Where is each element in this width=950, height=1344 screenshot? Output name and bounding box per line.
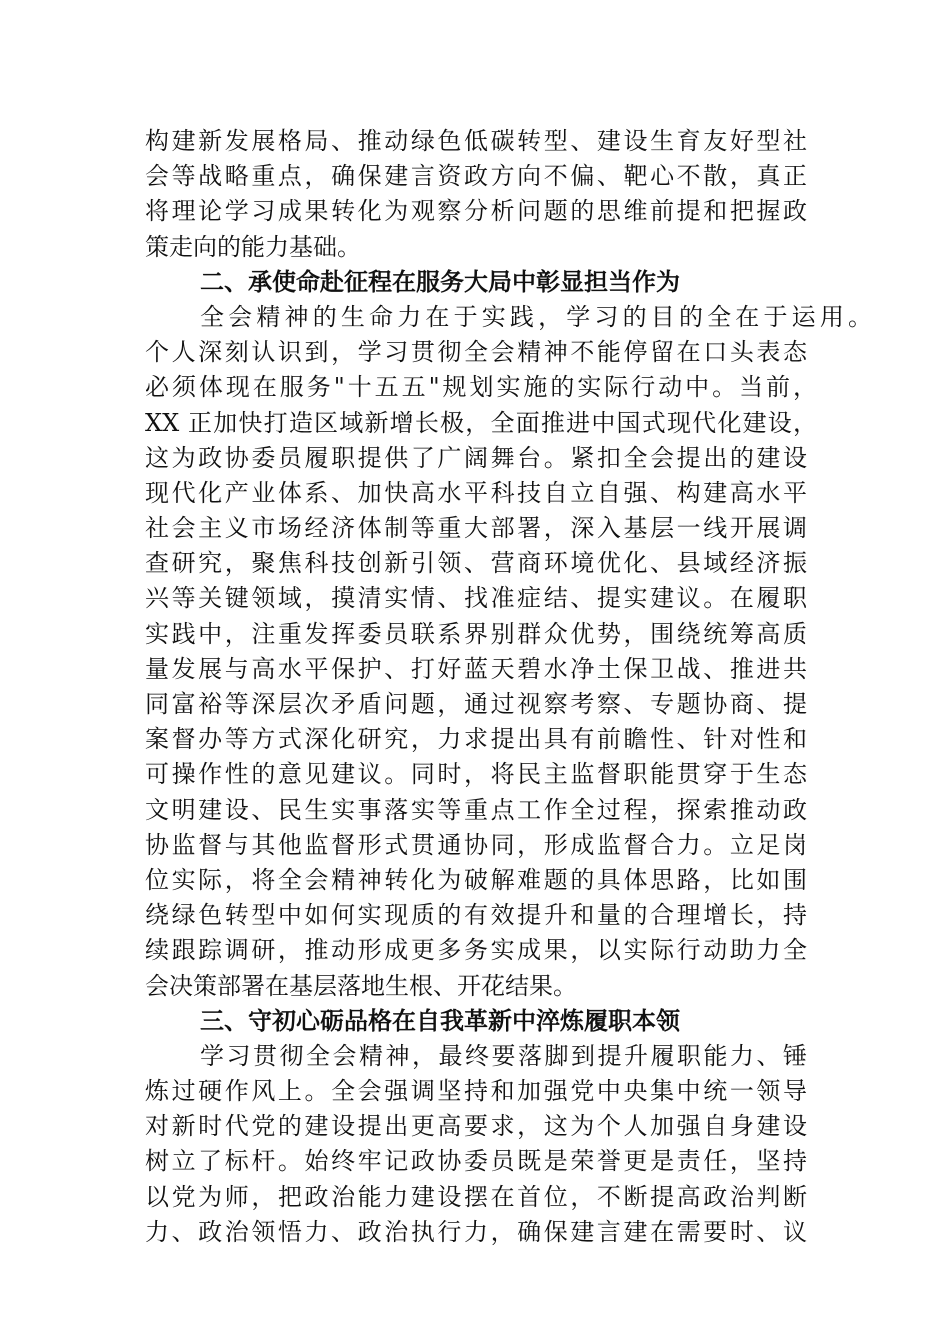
text-line: 策走向的能力基础。 [145,232,361,261]
text-line: 实践中，注重发挥委员联系界别群众优势，围绕统筹高质 [145,619,807,648]
document-page [145,124,872,1250]
text-line: 同富裕等深层次矛盾问题，通过视察考察、专题协商、提 [145,690,807,718]
text-line: 以党为师，把政治能力建设摆在首位，不断提高政治判断 [145,1182,807,1211]
text-line: 会等战略重点，确保建言资政方向不偏、靶心不散，真正 [145,162,807,191]
text-line: 现代化产业体系、加快高水平科技自立自强、构建高水平 [145,478,807,507]
text-line: 树立了标杆。始终牢记政协委员既是荣誉更是责任，坚持 [145,1147,807,1176]
text-line: 学习贯彻全会精神，最终要落脚到提升履职能力、锤 [200,1041,807,1070]
text-line: 绕绿色转型中如何实现质的有效提升和量的合理增长，持 [145,901,807,930]
text-line: 位实际，将全会精神转化为破解难题的具体思路，比如围 [145,865,807,894]
text-line: 社会主义市场经济体制等重大部署，深入基层一线开展调 [145,514,807,543]
text-line: 必须体现在服务"十五五"规划实施的实际行动中。当前， [145,373,817,402]
text-line: 炼过硬作风上。全会强调坚持和加强党中央集中统一领导 [145,1077,807,1106]
text-line: 会决策部署在基层落地生根、开花结果。 [145,971,577,1000]
text-line: 文明建设、民生实事落实等重点工作全过程，探索推动政 [145,795,807,824]
text-line: XX 正加快打造区域新增长极，全面推进中国式现代化建设， [145,408,817,437]
text-line: 续跟踪调研，推动形成更多务实成果，以实际行动助力全 [145,936,807,965]
text-line: 全会精神的生命力在于实践，学习的目的全在于运用。 [200,302,872,331]
text-line: 个人深刻认识到，学习贯彻全会精神不能停留在口头表态 [145,338,807,367]
text-line: 查研究，聚焦科技创新引领、营商环境优化、县域经济振 [145,549,807,578]
section-heading: 二、承使命赴征程在服务大局中彰显担当作为 [200,267,680,296]
text-line: 协监督与其他监督形式贯通协同，形成监督合力。立足岗 [145,830,807,859]
text-line: 可操作性的意见建议。同时，将民主监督职能贯穿于生态 [145,760,807,789]
text-line: 对新时代党的建设提出更高要求，这为个人加强自身建设 [145,1112,807,1141]
text-line: 案督办等方式深化研究，力求提出具有前瞻性、针对性和 [145,725,807,754]
text-line: 这为政协委员履职提供了广阔舞台。紧扣全会提出的建设 [145,443,807,472]
text-line: 构建新发展格局、推动绿色低碳转型、建设生育友好型社 [145,127,807,155]
text-line: 力、政治领悟力、政治执行力，确保建言建在需要时、议 [145,1217,807,1246]
section-heading: 三、守初心砺品格在自我革新中淬炼履职本领 [200,1006,680,1035]
text-line: 将理论学习成果转化为观察分析问题的思维前提和把握政 [145,197,807,226]
text-line: 量发展与高水平保护、打好蓝天碧水净土保卫战、推进共 [145,654,807,683]
text-line: 兴等关键领域，摸清实情、找准症结、提实建议。在履职 [145,584,807,613]
